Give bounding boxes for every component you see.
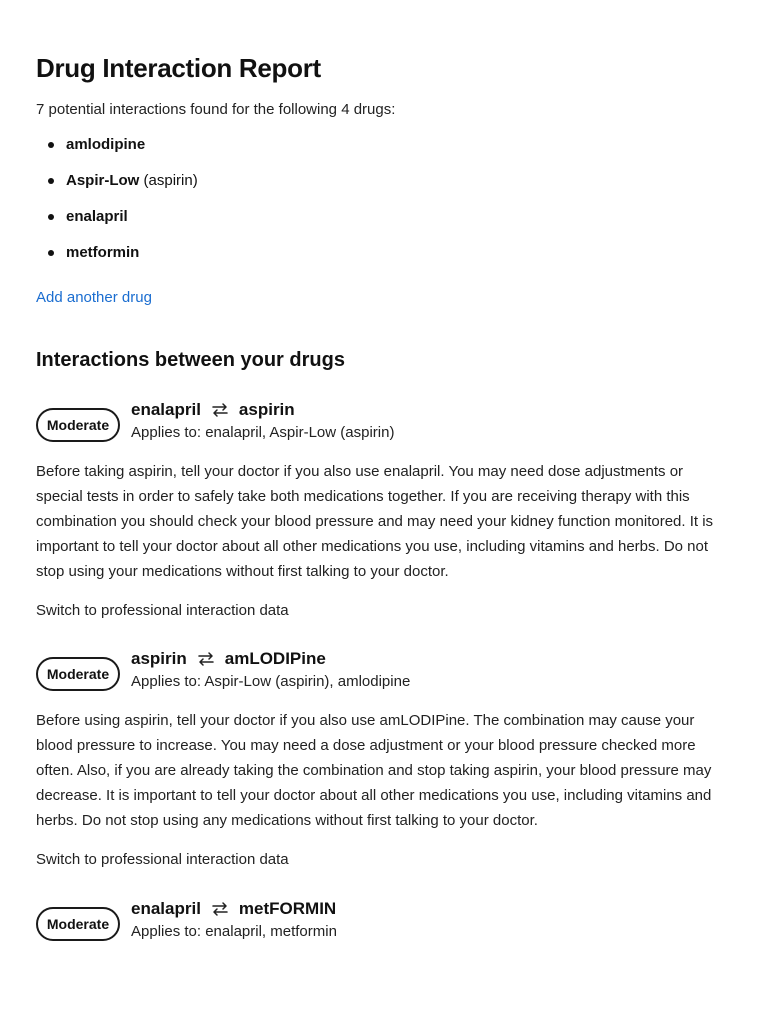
interaction-card: [36, 897, 732, 949]
interaction-card: [36, 647, 732, 868]
interaction-card: [36, 398, 732, 619]
applies-to: Applies to: enalapril, Aspir-Low (aspirin): [131, 424, 395, 441]
drug-b-name: aspirin: [238, 400, 295, 419]
drug-name: Aspir-Low: [66, 172, 140, 189]
drug-a-name: enalapril: [131, 400, 201, 419]
applies-to: Applies to: enalapril, metformin: [131, 923, 337, 940]
drug-list-item: [36, 169, 198, 205]
swap-arrows-icon: [211, 901, 229, 917]
applies-to: Applies to: Aspir-Low (aspirin), amlodipine: [131, 673, 411, 690]
drug-list-item: [36, 133, 198, 169]
page-title: Drug Interaction Report: [36, 53, 321, 83]
drug-generic-name: (aspirin): [143, 172, 198, 189]
interaction-description: Before taking aspirin, tell your doctor if you also use enalapril. You may need dose adjustments or special tests in order to safely take both medications together. If you are receiving therapy with this combination you should check your blood pressure and may need your kidney function monitored. It is important to tell your doctor about all other medications you use, including vitamins and herbs. Do not stop using your medications without first talking to your doctor.: [36, 463, 714, 580]
swap-arrows-icon: [211, 402, 229, 418]
drug-pair: [131, 897, 336, 921]
drug-b-name: amLODIPine: [224, 649, 326, 668]
drug-list: [36, 133, 198, 277]
severity-badge: Moderate: [36, 657, 120, 691]
interaction-description: Before using aspirin, tell your doctor if you also use amLODIPine. The combination may cause your blood pressure to increase. You may need a dose adjustment or your blood pressure checked more often. Also, if you are already taking the combination and stop taking aspirin, your blood pressure may decrease. It is important to tell your doctor about all other medications you use, including vitamins and herbs. Do not stop using any medications without first talking to your doctor.: [36, 712, 712, 829]
professional-data-link[interactable]: Switch to professional interaction data: [36, 602, 289, 619]
drug-a-name: aspirin: [131, 649, 187, 668]
severity-badge: Moderate: [36, 907, 120, 941]
interaction-header: [36, 398, 732, 450]
bullet-icon: [48, 250, 54, 256]
interaction-header: [36, 647, 732, 699]
drug-name: amlodipine: [66, 136, 146, 153]
bullet-icon: [48, 178, 54, 184]
bullet-icon: [48, 142, 54, 148]
swap-arrows-icon: [197, 651, 215, 667]
severity-badge: Moderate: [36, 408, 120, 442]
drug-pair: [131, 398, 295, 422]
interaction-summary: 7 potential interactions found for the following 4 drugs:: [36, 101, 396, 118]
drug-list-item: [36, 241, 198, 277]
add-another-drug-link[interactable]: Add another drug: [36, 289, 152, 306]
drug-b-name: metFORMIN: [238, 899, 337, 918]
professional-data-link[interactable]: Switch to professional interaction data: [36, 851, 289, 868]
drug-pair: [131, 647, 326, 671]
bullet-icon: [48, 214, 54, 220]
drug-name: metformin: [66, 244, 140, 261]
interaction-header: [36, 897, 732, 949]
drug-name: enalapril: [66, 208, 128, 225]
section-heading: Interactions between your drugs: [36, 349, 345, 371]
drug-a-name: enalapril: [131, 899, 201, 918]
drug-list-item: [36, 205, 198, 241]
